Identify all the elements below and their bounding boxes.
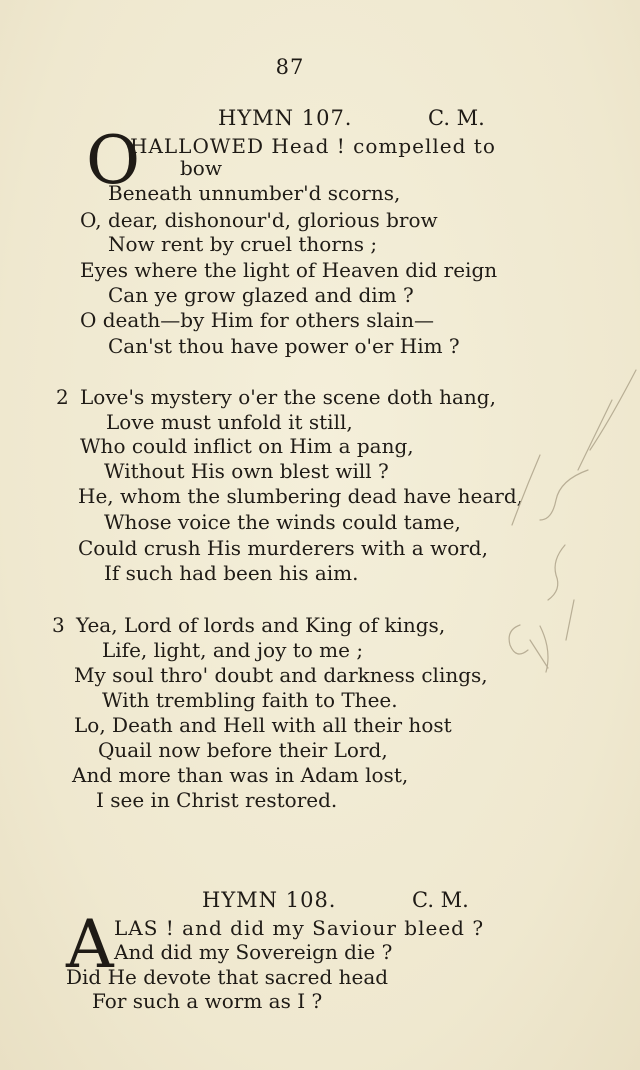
stanza-3-line-4: With trembling faith to Thee.	[102, 688, 398, 712]
hymn-107-line-1: HALLOWED Head ! compelled to	[130, 134, 496, 158]
stanza-2-line-8: If such had been his aim.	[104, 561, 359, 585]
page-number: 87	[275, 55, 305, 79]
hymn-107-meter: C. M.	[428, 106, 485, 130]
hymn-107-line-5: Now rent by cruel thorns ;	[108, 232, 378, 256]
stanza-3-line-8: I see in Christ restored.	[96, 788, 338, 812]
hymn-107-dropcap: O	[86, 122, 141, 199]
stanza-3-line-2: Life, light, and joy to me ;	[102, 638, 364, 662]
stanza-2-line-3: Who could inflict on Him a pang,	[80, 434, 414, 458]
hymn-107-line-3: Beneath unnumber'd scorns,	[108, 181, 401, 205]
hymn-108-line-1: LAS ! and did my Saviour bleed ?	[114, 916, 485, 940]
hymn-107-line-8: O death—by Him for others slain—	[80, 308, 435, 332]
stanza-2-number: 2	[56, 385, 69, 409]
stanza-2-line-4: Without His own blest will ?	[104, 459, 389, 483]
stanza-3-line-6: Quail now before their Lord,	[98, 738, 388, 762]
hymn-107-line-6: Eyes where the light of Heaven did reign	[80, 258, 498, 282]
hymn-107-line-7: Can ye grow glazed and dim ?	[108, 283, 414, 307]
stanza-3-line-1: Yea, Lord of lords and King of kings,	[76, 613, 446, 637]
hymn-107-line-2: bow	[180, 156, 222, 180]
hymn-108-line-4: For such a worm as I ?	[92, 989, 323, 1013]
hymn-107-line-9: Can'st thou have power o'er Him ?	[108, 334, 460, 358]
stanza-2-line-5: He, whom the slumbering dead have heard,	[78, 484, 523, 508]
stanza-2-line-6: Whose voice the winds could tame,	[104, 510, 461, 534]
stanza-3-line-7: And more than was in Adam lost,	[72, 763, 409, 787]
hymn-108-title: HYMN 108.	[202, 888, 337, 912]
stanza-2-line-2: Love must unfold it still,	[106, 410, 353, 434]
stanza-3-line-5: Lo, Death and Hell with all their host	[74, 713, 452, 737]
stanza-2-line-7: Could crush His murderers with a word,	[78, 536, 488, 560]
stanza-3-line-3: My soul thro' doubt and darkness clings,	[74, 663, 488, 687]
hymn-108-meter: C. M.	[412, 888, 469, 912]
hymn-107-title: HYMN 107.	[218, 106, 353, 130]
hymn-108-line-3: Did He devote that sacred head	[66, 965, 389, 989]
stanza-3-number: 3	[52, 613, 65, 637]
hymn-108-line-2: And did my Sovereign die ?	[114, 940, 393, 964]
hymn-107-line-4: O, dear, dishonour'd, glorious brow	[80, 208, 438, 232]
stanza-2-line-1: Love's mystery o'er the scene doth hang,	[80, 385, 496, 409]
hymn-108-dropcap: A	[66, 906, 114, 983]
